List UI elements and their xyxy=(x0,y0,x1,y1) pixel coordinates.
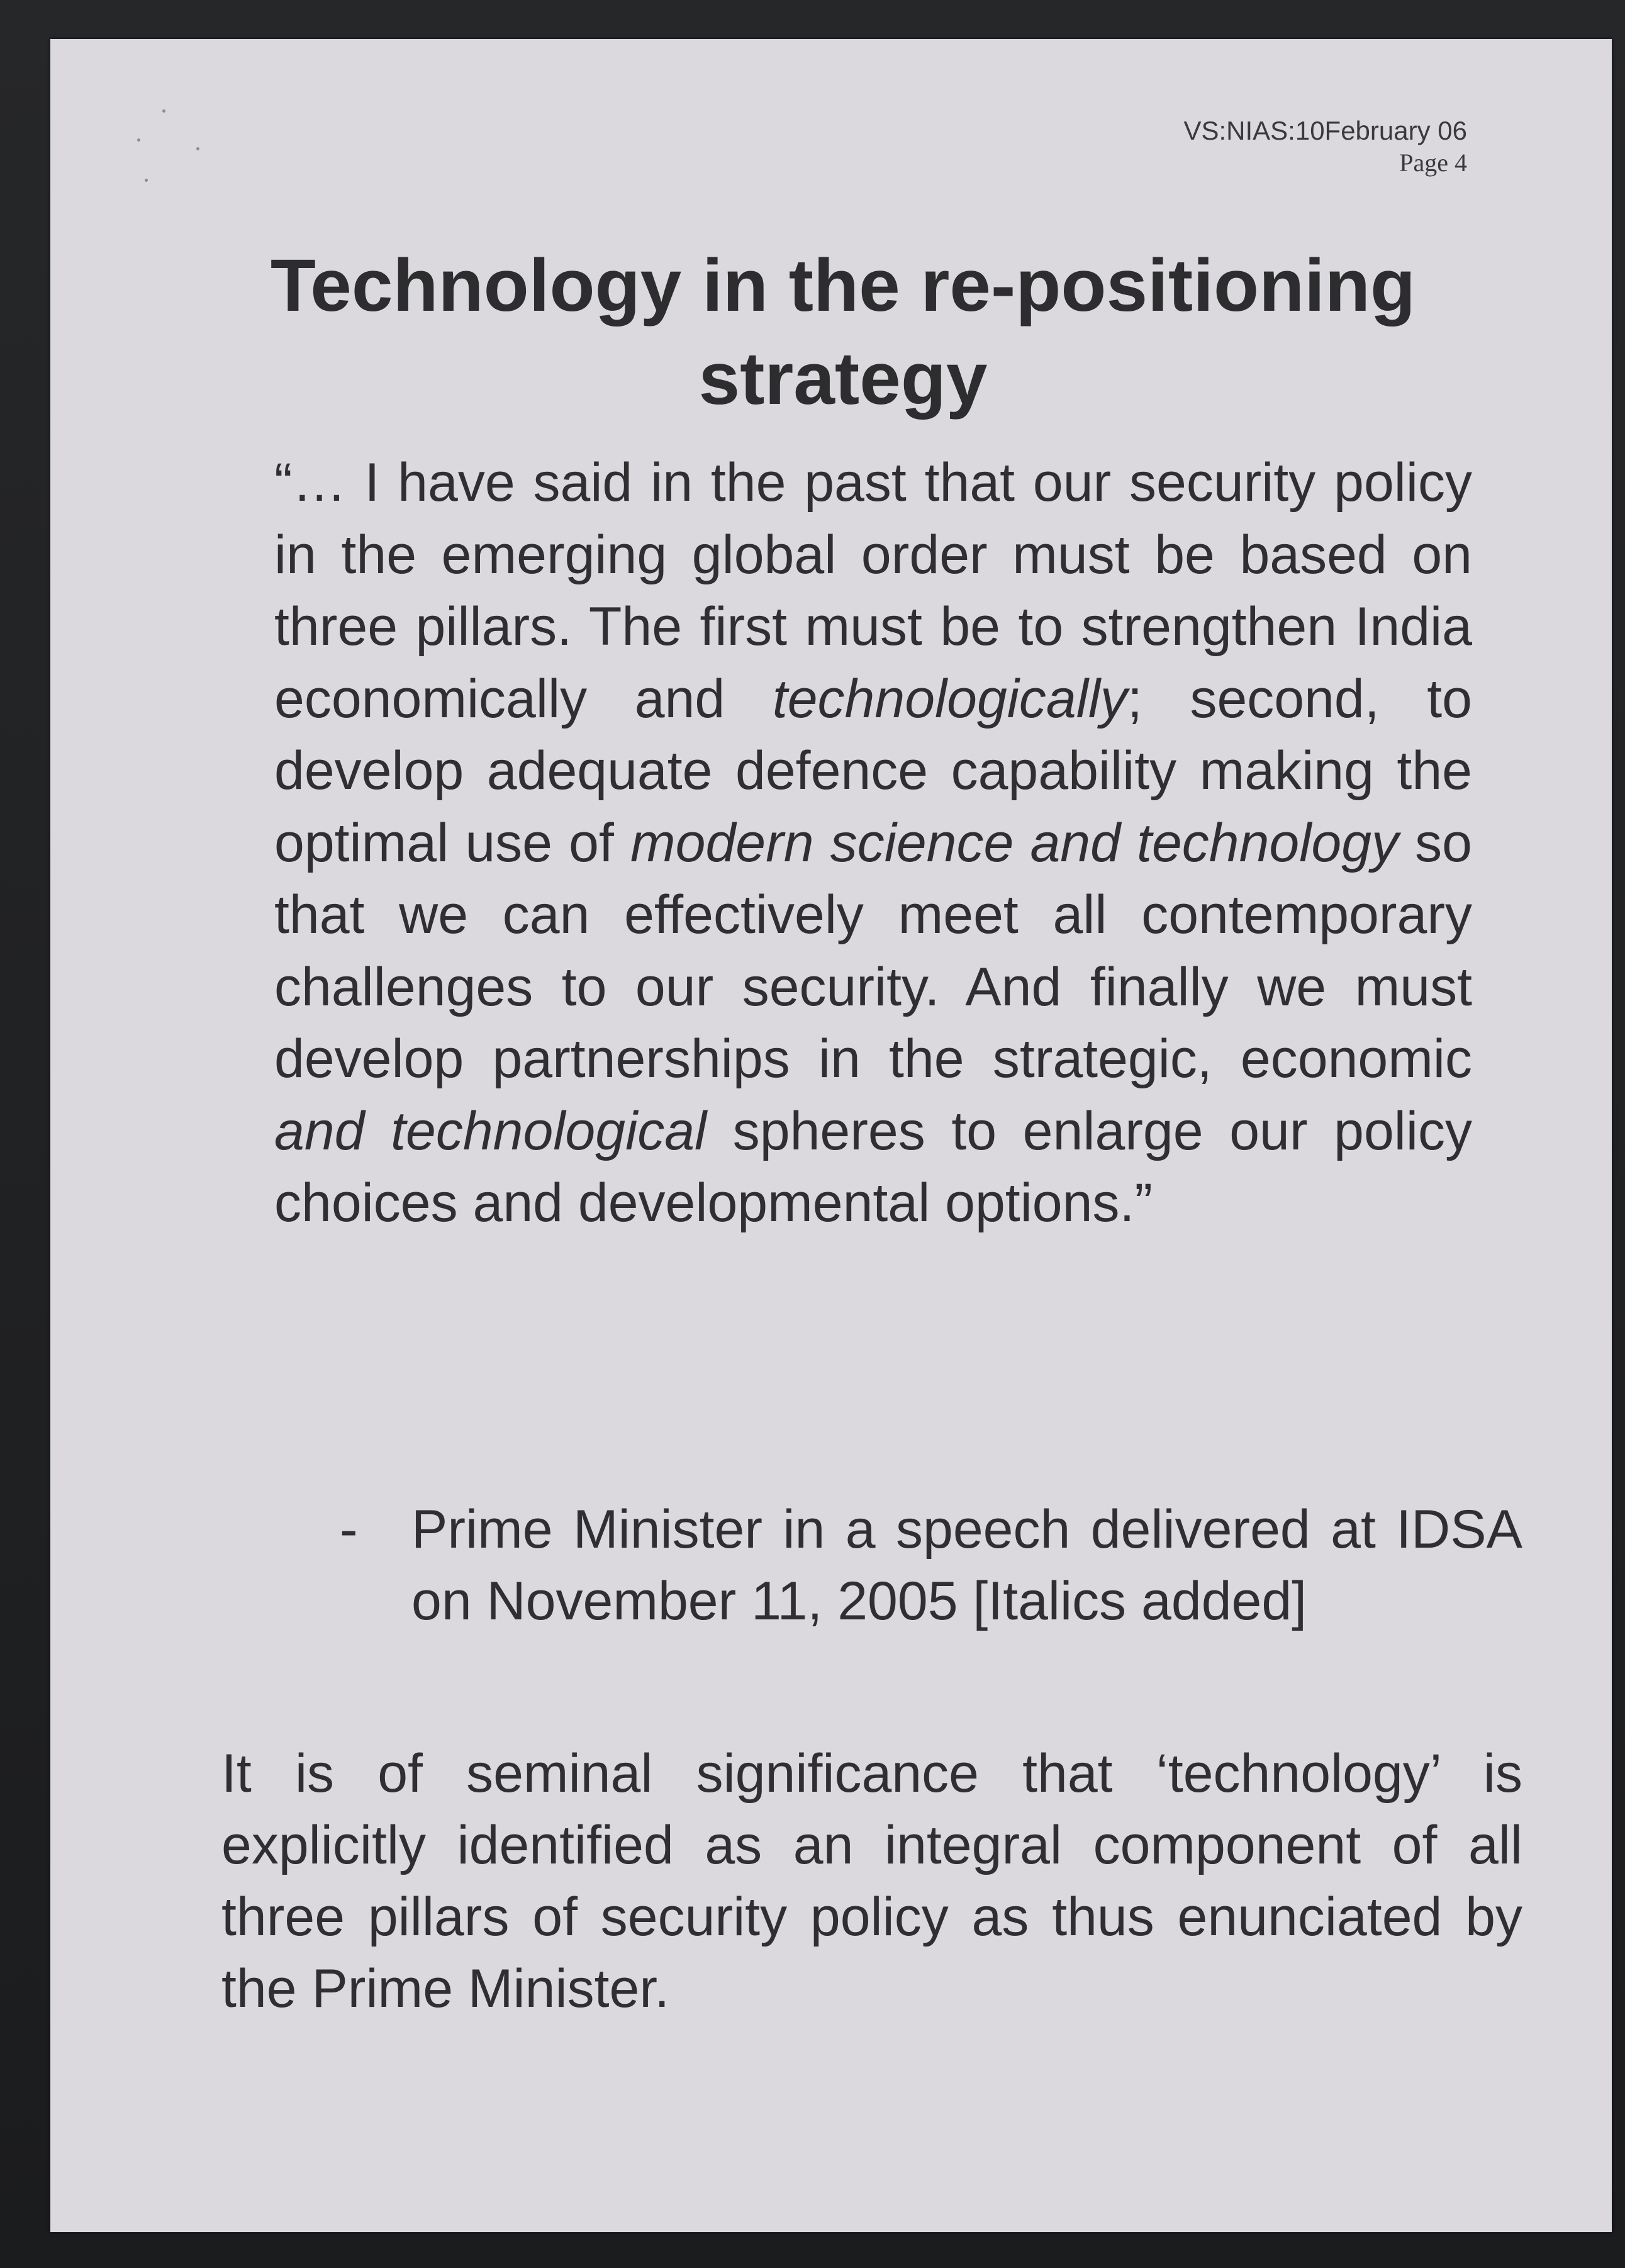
document-reference: VS:NIAS:10February 06 xyxy=(1183,116,1467,145)
document-page xyxy=(50,39,1612,2232)
attribution-dash: - xyxy=(340,1499,358,1560)
quote-italic-modern-science: modern science and technology xyxy=(630,812,1399,873)
quote-text-2: ; second, to develop adequate defence capability making the optimal use of xyxy=(274,668,1472,873)
closing-paragraph: It is of seminal significance that ‘technology’ is explicitly identified as an integral component of all three pillars of security policy as thus enunciated by the Prime Minister. xyxy=(221,1743,1522,2019)
quote-attribution xyxy=(340,1494,1522,1637)
pm-quote xyxy=(274,447,1472,1239)
quote-text-4: spheres to enlarge our policy choices and developmental options.” xyxy=(274,1100,1472,1233)
attribution-text: Prime Minister in a speech delivered at IDSA on November 11, 2005 [Italics added] xyxy=(411,1499,1522,1631)
page-header xyxy=(1183,115,1467,179)
quote-italic-technologically: technologically xyxy=(772,668,1127,729)
quote-text-3: so that we can effectively meet all contemporary challenges to our security. And finally we must develop partnerships in the strategic, economic xyxy=(274,812,1472,1089)
page-number: Page 4 xyxy=(1399,148,1467,177)
page-title: Technology in the re-positioning strategy xyxy=(270,244,1416,420)
quote-italic-technological: and technological xyxy=(274,1100,707,1161)
quote-text-1: “… I have said in the past that our security policy in the emerging global order must be based on three pillars. The first must be to strengthen India economically and xyxy=(274,452,1472,729)
